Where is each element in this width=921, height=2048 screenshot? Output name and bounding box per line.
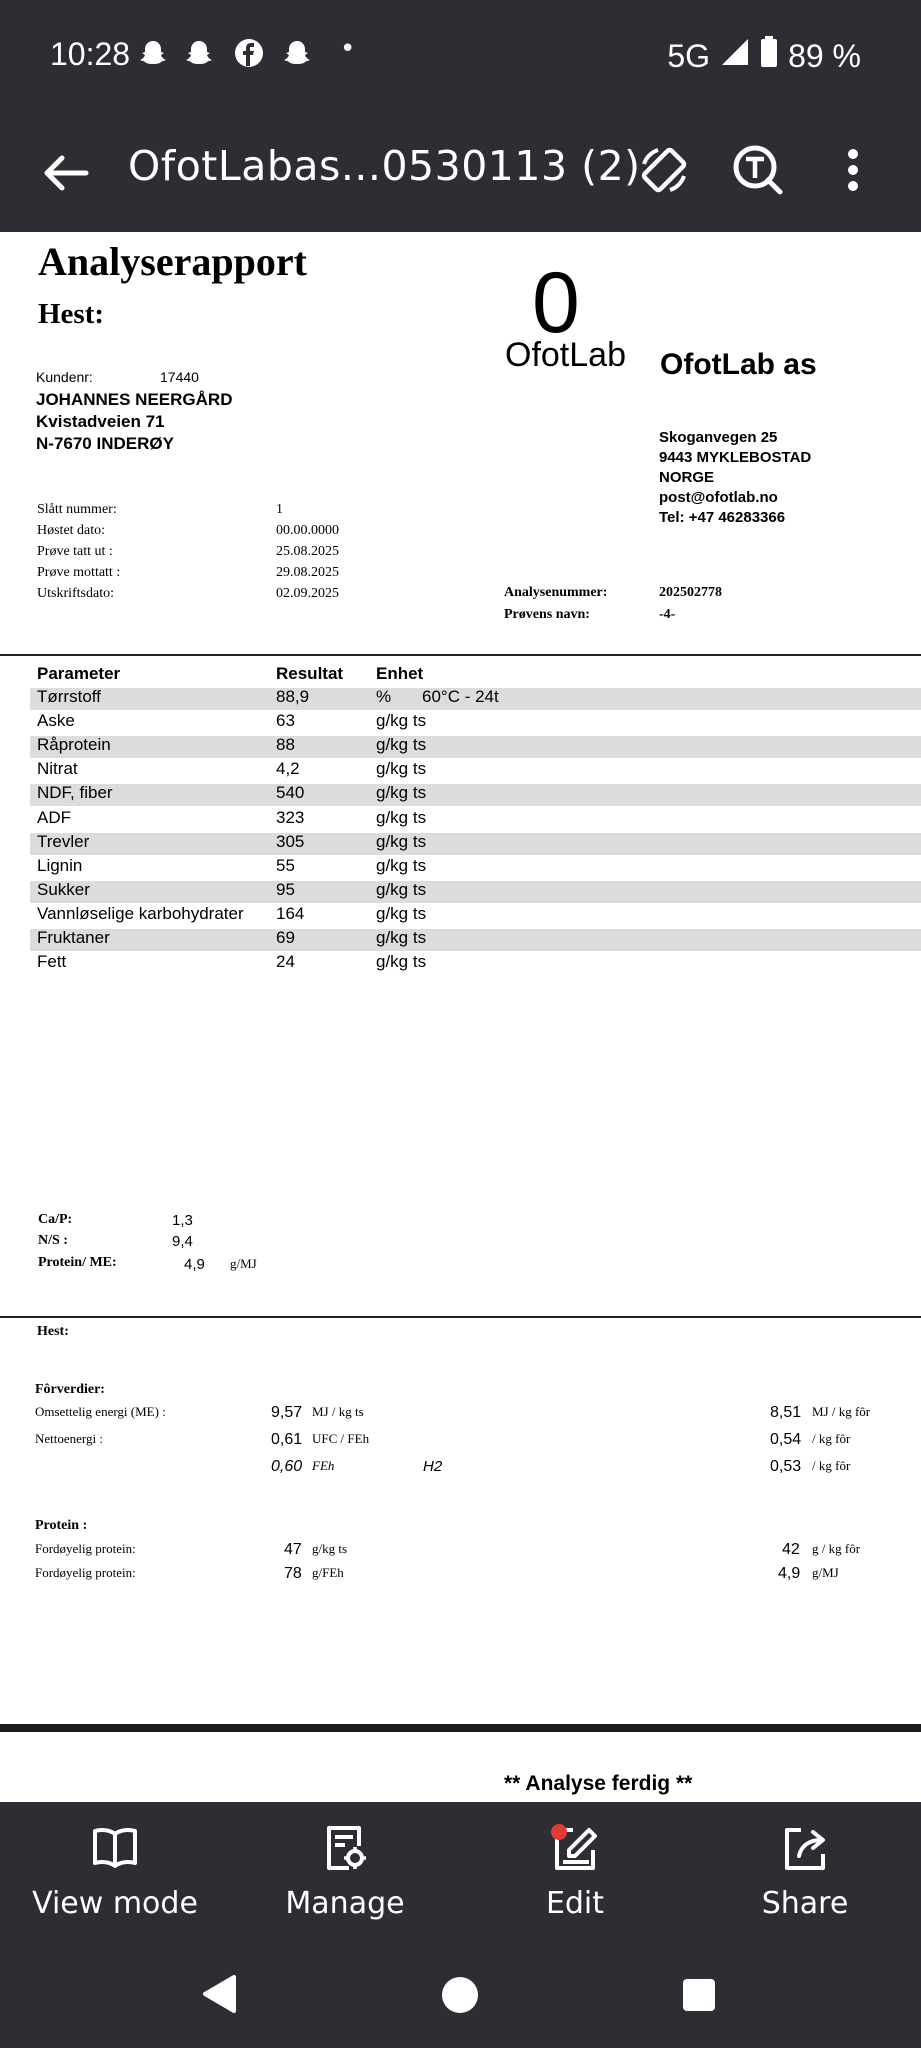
back-button[interactable]	[38, 146, 92, 200]
lab-city: 9443 MYKLEBOSTAD	[659, 449, 812, 466]
row-unit: g/kg ts	[376, 880, 427, 899]
sample-name: -4-	[659, 607, 676, 622]
energy-value-feed: 0,54	[770, 1431, 802, 1448]
row-result: 88	[276, 735, 295, 754]
meta-value: 1	[276, 502, 283, 517]
row-result: 164	[276, 904, 305, 923]
edit-button[interactable]	[475, 1822, 675, 1921]
ratio-value: 4,9	[184, 1256, 205, 1273]
logo-text: OfotLab	[505, 336, 626, 374]
row-parameter: NDF, fiber	[37, 783, 113, 802]
manage-icon	[319, 1822, 371, 1874]
rotate-screen-icon	[636, 142, 692, 198]
row-parameter: ADF	[37, 808, 71, 827]
square-recents-icon	[682, 1978, 716, 2012]
protein-label: Fordøyelig protein:	[35, 1565, 136, 1580]
analysis-status: ** Analyse ferdig **	[504, 1772, 693, 1795]
meta-label: Prøve tatt ut :	[37, 544, 113, 559]
row-result: 95	[276, 880, 295, 899]
row-unit: g/kg ts	[376, 856, 427, 875]
view-mode-label: View mode	[32, 1886, 198, 1921]
header-parameter: Parameter	[37, 664, 121, 683]
row-shading	[30, 784, 921, 806]
customer-city: N-7670 INDERØY	[36, 434, 174, 453]
row-unit: g/kg ts	[376, 928, 427, 947]
nav-recents-button[interactable]	[682, 1978, 716, 2016]
meta-label: Utskriftsdato:	[37, 586, 114, 601]
row-result: 24	[276, 952, 295, 971]
row-unit: g/kg ts	[376, 759, 427, 778]
meta-label: Prøve mottatt :	[37, 565, 121, 580]
header-unit: Enhet	[376, 664, 424, 683]
row-unit: g/kg ts	[376, 952, 427, 971]
row-result: 4,2	[276, 759, 300, 778]
row-parameter: Aske	[37, 711, 75, 730]
lab-street: Skoganvegen 25	[659, 429, 778, 446]
energy-value: 9,57	[271, 1404, 303, 1421]
facebook-icon	[234, 38, 264, 75]
report-subtitle: Hest:	[38, 298, 105, 330]
row-shading	[30, 929, 921, 951]
ratio-label: Protein/ ME:	[38, 1255, 117, 1270]
row-result: 540	[276, 783, 305, 802]
document-page	[0, 232, 921, 1802]
analysis-number-label: Analysenummer:	[504, 585, 608, 600]
bottom-toolbar	[0, 1802, 921, 2048]
arrow-left-icon	[40, 148, 90, 198]
document-title: OfotLabas...0530113 (2)	[128, 142, 641, 190]
manage-label: Manage	[285, 1886, 405, 1921]
energy-value-feed: 0,53	[770, 1458, 802, 1475]
section2-title: Hest:	[37, 1324, 69, 1339]
energy-label: Nettoenergi :	[35, 1431, 103, 1446]
battery-icon	[760, 36, 778, 76]
row-note: 60°C - 24t	[422, 687, 499, 706]
view-mode-button[interactable]	[15, 1822, 215, 1921]
customer-label: Kundenr:	[36, 369, 93, 385]
customer-name: JOHANNES NEERGÅRD	[36, 390, 233, 409]
customer-number: 17440	[160, 369, 199, 385]
rotate-button[interactable]	[636, 142, 692, 198]
protein-unit-feed: g / kg fôr	[812, 1541, 861, 1556]
energy-value: 0,60	[271, 1458, 303, 1475]
row-unit: g/kg ts	[376, 832, 427, 851]
company-name: OfotLab as	[660, 348, 817, 381]
snapchat-icon	[138, 38, 168, 75]
row-parameter: Lignin	[37, 856, 83, 875]
edit-label: Edit	[545, 1886, 605, 1921]
row-parameter: Fruktaner	[37, 928, 110, 947]
circle-home-icon	[441, 1976, 479, 2014]
meta-value: 25.08.2025	[276, 544, 339, 559]
ratio-label: Ca/P:	[38, 1212, 73, 1227]
more-options-button[interactable]	[836, 142, 870, 198]
report-title: Analyserapport	[38, 239, 307, 284]
row-unit: g/kg ts	[376, 808, 427, 827]
row-result: 55	[276, 856, 295, 875]
network-type: 5G	[667, 37, 711, 74]
logo-mark: 0	[532, 255, 580, 351]
energy-unit-feed: MJ / kg fôr	[812, 1404, 871, 1419]
meta-label: Høstet dato:	[37, 523, 106, 538]
ratio-unit: g/MJ	[230, 1256, 257, 1271]
analysis-number: 202502778	[659, 585, 722, 600]
protein-unit: g/FEh	[312, 1565, 344, 1580]
energy-label: Omsettelig energi (ME) :	[35, 1404, 166, 1419]
row-parameter: Sukker	[37, 880, 90, 899]
divider	[0, 1316, 921, 1318]
sample-name-label: Prøvens navn:	[504, 607, 590, 622]
energy-value: 0,61	[271, 1431, 303, 1448]
row-result: 305	[276, 832, 305, 851]
energy-unit-feed: / kg fôr	[812, 1458, 851, 1473]
snapchat-icon	[184, 38, 214, 75]
meta-value: 02.09.2025	[276, 586, 339, 601]
row-result: 69	[276, 928, 295, 947]
status-time: 10:28	[50, 36, 131, 72]
ratio-value: 1,3	[172, 1212, 193, 1229]
app-bar	[0, 112, 921, 232]
energy-mid: H2	[423, 1458, 443, 1475]
edit-badge	[551, 1824, 567, 1840]
protein-unit: g/kg ts	[312, 1541, 348, 1556]
divider	[0, 654, 921, 656]
row-parameter: Nitrat	[37, 759, 78, 778]
manage-button[interactable]	[245, 1822, 445, 1921]
customer-street: Kvistadveien 71	[36, 412, 165, 431]
book-icon	[89, 1822, 141, 1874]
notification-dot: •	[340, 34, 356, 64]
row-shading	[30, 736, 921, 758]
row-parameter: Fett	[37, 952, 67, 971]
row-parameter: Tørrstoff	[37, 687, 101, 706]
header-result: Resultat	[276, 664, 344, 683]
ratio-label: N/S :	[38, 1233, 68, 1248]
meta-value: 29.08.2025	[276, 565, 339, 580]
protein-value: 78	[284, 1565, 302, 1582]
lab-phone: Tel: +47 46283366	[659, 509, 786, 526]
row-result: 88,9	[276, 687, 310, 706]
text-search-button[interactable]	[730, 142, 786, 198]
triangle-back-icon	[200, 1974, 238, 2014]
meta-label: Slått nummer:	[37, 502, 117, 517]
row-unit: g/kg ts	[376, 711, 427, 730]
status-bar	[0, 0, 921, 112]
protein-value-feed: 4,9	[778, 1565, 801, 1582]
text-search-icon	[730, 142, 786, 198]
row-result: 323	[276, 808, 305, 827]
row-unit: %	[376, 687, 392, 706]
row-result: 63	[276, 711, 295, 730]
row-parameter: Trevler	[37, 832, 90, 851]
lab-email: post@ofotlab.no	[659, 489, 778, 506]
row-parameter: Vannløselige karbohydrater	[37, 904, 244, 923]
nav-back-button[interactable]	[200, 1974, 238, 2018]
row-shading	[30, 833, 921, 855]
row-parameter: Råprotein	[37, 735, 111, 754]
row-shading	[30, 881, 921, 903]
protein-unit-feed: g/MJ	[812, 1565, 839, 1580]
signal-icon	[720, 37, 750, 75]
protein-value: 47	[284, 1541, 302, 1558]
lab-country: NORGE	[659, 469, 715, 486]
energy-value-feed: 8,51	[770, 1404, 802, 1421]
energy-unit: FEh	[312, 1458, 335, 1473]
meta-value: 00.00.0000	[276, 523, 339, 538]
nav-home-button[interactable]	[441, 1976, 479, 2018]
row-unit: g/kg ts	[376, 783, 427, 802]
status-right	[667, 36, 861, 76]
row-unit: g/kg ts	[376, 904, 427, 923]
more-vert-icon	[847, 148, 859, 192]
energy-unit-feed: / kg fôr	[812, 1431, 851, 1446]
forverdier-title: Fôrverdier:	[35, 1382, 105, 1397]
share-button[interactable]	[705, 1822, 905, 1921]
row-unit: g/kg ts	[376, 735, 427, 754]
battery-level: 89 %	[788, 37, 861, 74]
share-icon	[779, 1822, 831, 1874]
energy-unit: UFC / FEh	[312, 1431, 370, 1446]
protein-value-feed: 42	[782, 1541, 800, 1558]
snapchat-icon	[282, 38, 312, 75]
share-label: Share	[761, 1886, 849, 1921]
protein-label: Fordøyelig protein:	[35, 1541, 136, 1556]
page-break	[0, 1724, 921, 1732]
ratio-value: 9,4	[172, 1233, 193, 1250]
energy-unit: MJ / kg ts	[312, 1404, 364, 1419]
protein-title: Protein :	[35, 1518, 88, 1533]
